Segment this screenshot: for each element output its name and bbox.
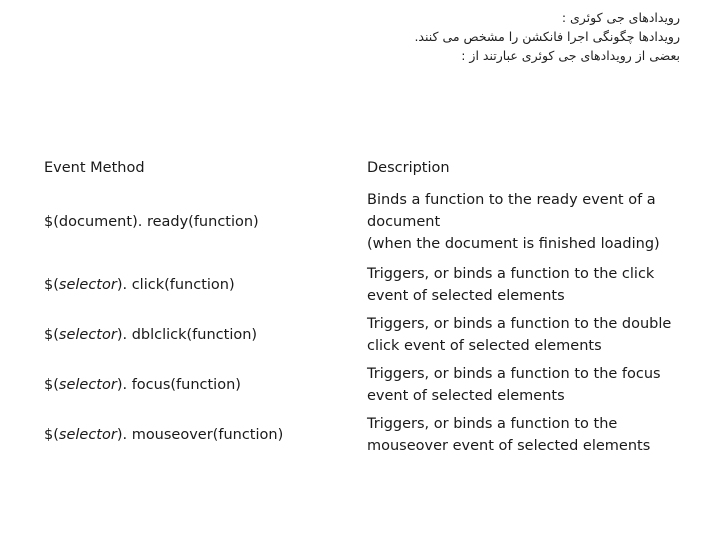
description-line: Binds a function to the ready event of a bbox=[367, 192, 656, 208]
event-method-click bbox=[44, 274, 367, 296]
table-row bbox=[44, 410, 684, 460]
intro-list-lead: بعضی از رویدادهای جی کوئری عبارتند از : bbox=[461, 48, 680, 63]
description-line: Triggers, or binds a function to the click bbox=[367, 266, 655, 282]
intro-text bbox=[260, 8, 680, 65]
column-header-description: Description bbox=[367, 160, 450, 176]
method-suffix: ). focus(function) bbox=[116, 377, 241, 393]
method-selector: selector bbox=[58, 277, 117, 293]
intro-description: رویدادها چگونگی اجرا فانکشن را مشخص می کنند. bbox=[414, 29, 680, 44]
event-method-ready bbox=[44, 211, 367, 233]
event-description-click bbox=[367, 263, 684, 307]
method-prefix: $( bbox=[44, 277, 59, 293]
description-line: (when the document is finished loading) bbox=[367, 236, 660, 252]
table-header-row bbox=[44, 155, 684, 181]
event-methods-table bbox=[44, 155, 684, 460]
table-row bbox=[44, 186, 684, 258]
method-selector: selector bbox=[58, 327, 117, 343]
method-selector: selector bbox=[58, 427, 117, 443]
description-line: click event of selected elements bbox=[367, 338, 602, 354]
event-method-focus bbox=[44, 374, 367, 396]
method-prefix: $( bbox=[44, 377, 59, 393]
method-suffix: ). ready(function) bbox=[132, 214, 259, 230]
method-prefix: $( bbox=[44, 214, 59, 230]
event-description-ready bbox=[367, 189, 684, 255]
method-prefix: $( bbox=[44, 427, 59, 443]
method-suffix: ). dblclick(function) bbox=[116, 327, 258, 343]
event-description-focus bbox=[367, 363, 684, 407]
table-row bbox=[44, 310, 684, 360]
method-selector: document bbox=[58, 214, 133, 230]
description-line: Triggers, or binds a function to the bbox=[367, 416, 618, 432]
description-line: Triggers, or binds a function to the focus bbox=[367, 366, 661, 382]
method-selector: selector bbox=[58, 377, 117, 393]
event-method-dblclick bbox=[44, 324, 367, 346]
table-row bbox=[44, 260, 684, 310]
event-method-mouseover bbox=[44, 424, 367, 446]
description-line: mouseover event of selected elements bbox=[367, 438, 651, 454]
event-description-dblclick bbox=[367, 313, 684, 357]
description-line: event of selected elements bbox=[367, 288, 565, 304]
description-line: event of selected elements bbox=[367, 388, 565, 404]
method-prefix: $( bbox=[44, 327, 59, 343]
intro-title: رویدادهای جی کوئری : bbox=[561, 10, 680, 25]
description-line: document bbox=[367, 214, 441, 230]
method-suffix: ). mouseover(function) bbox=[116, 427, 284, 443]
column-header-event-method: Event Method bbox=[44, 160, 145, 176]
method-suffix: ). click(function) bbox=[116, 277, 235, 293]
table-row bbox=[44, 360, 684, 410]
description-line: Triggers, or binds a function to the double bbox=[367, 316, 672, 332]
event-description-mouseover bbox=[367, 413, 684, 457]
